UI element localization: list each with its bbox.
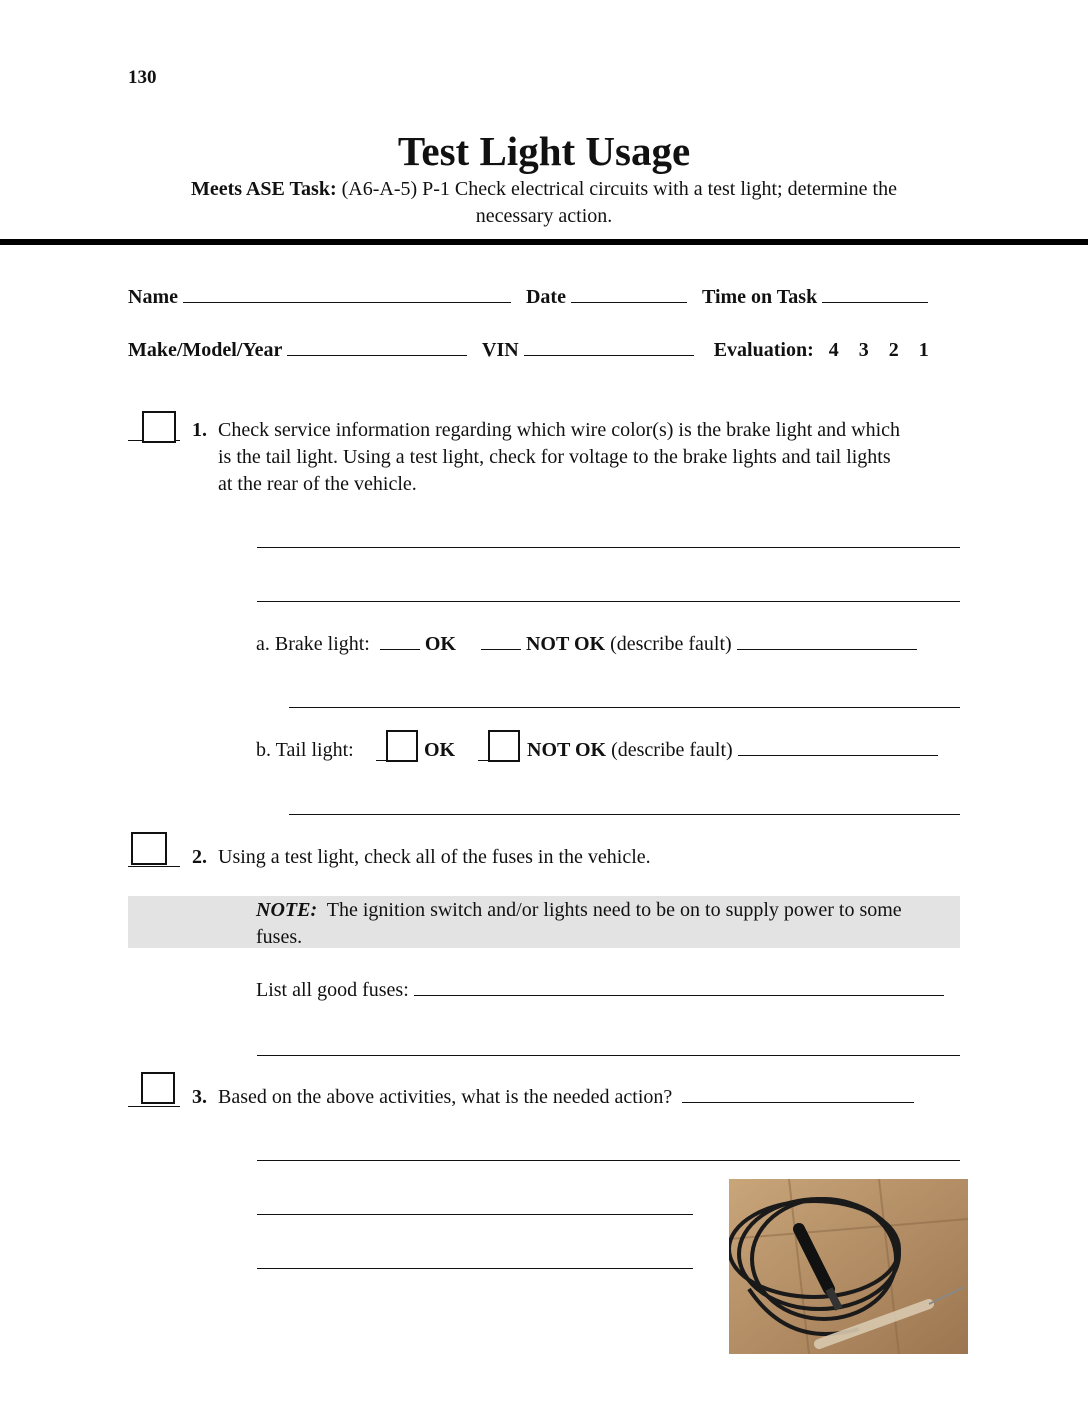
needed-action-field[interactable] [682,1084,914,1103]
make-model-year-field[interactable] [287,337,467,356]
item-2-check-line [128,866,180,867]
note-line-2: fuses. [256,926,303,948]
vin-label: VIN [482,339,519,361]
vin-field[interactable] [524,337,694,356]
brake-fault-field[interactable] [737,631,917,650]
tail-describe-label: (describe fault) [611,739,733,761]
test-light-photo [729,1179,968,1354]
page-title: Test Light Usage [397,128,691,174]
item-1-text-2: is the tail light. Using a test light, check for voltage to the brake lights and tail lights [218,446,891,468]
good-fuses-field[interactable] [414,977,944,996]
note-label: NOTE: [256,899,318,921]
item-1-number: 1. [192,419,207,441]
evaluation-score-2[interactable]: 2 [888,339,899,361]
tail-not-ok-row [527,737,938,764]
ase-task-line [0,176,1088,230]
item-1-checkbox[interactable] [142,411,176,443]
brake-describe-label: (describe fault) [610,633,732,655]
item-1-text-3: at the rear of the vehicle. [218,473,417,495]
item-2-number: 2. [192,846,207,868]
tail-fault-field[interactable] [738,737,938,756]
answer-line[interactable] [257,1214,693,1215]
tail-light-row [256,737,354,764]
answer-line[interactable] [289,707,960,708]
tail-light-label: b. Tail light: [256,739,354,761]
answer-line[interactable] [289,814,960,815]
item-3-number: 3. [192,1086,207,1108]
brake-not-ok-label: NOT OK [525,633,606,655]
brake-ok-label: OK [424,633,456,655]
evaluation-score-4[interactable]: 4 [828,339,839,361]
tail-not-ok-checkbox[interactable] [488,730,520,762]
date-label: Date [525,286,566,308]
item-3-checkbox[interactable] [141,1072,175,1104]
tail-ok-label: OK [424,739,456,761]
brake-light-not-ok-blank[interactable] [481,631,521,650]
item-3-text: Based on the above activities, what is the needed action? [218,1086,673,1108]
answer-line[interactable] [257,1055,960,1056]
header-divider [0,239,1088,245]
page-number: 130 [128,67,157,88]
info-row-1 [128,284,928,311]
item-3-row [218,1084,914,1111]
evaluation-label: Evaluation: [713,339,814,361]
answer-line[interactable] [257,1160,960,1161]
item-3-check-line [128,1106,180,1107]
name-field[interactable] [183,284,511,303]
item-2-text: Using a test light, check all of the fuses in the vehicle. [218,846,651,868]
ase-task-text-2: necessary action. [475,205,613,227]
answer-line[interactable] [257,547,960,548]
evaluation-score-3[interactable]: 3 [858,339,869,361]
ase-task-label: Meets ASE Task: [191,178,337,200]
note-line-1 [256,897,902,924]
make-model-year-label: Make/Model/Year [128,339,283,361]
time-on-task-field[interactable] [822,284,928,303]
evaluation-score-1[interactable]: 1 [918,339,929,361]
brake-light-label: a. Brake light: [256,633,370,655]
good-fuses-row [256,977,944,1004]
good-fuses-label: List all good fuses: [256,979,409,1001]
answer-line[interactable] [257,1268,693,1269]
date-field[interactable] [571,284,687,303]
brake-light-row [256,631,917,658]
tail-not-ok-label: NOT OK [527,739,607,761]
info-row-2 [128,337,929,364]
note-text: The ignition switch and/or lights need to be on to supply power to some [326,899,902,921]
name-label: Name [128,286,178,308]
item-2-checkbox[interactable] [131,832,167,865]
test-light-image [729,1179,968,1354]
tail-ok-checkbox[interactable] [386,730,418,762]
answer-line[interactable] [257,601,960,602]
brake-light-ok-blank[interactable] [380,631,420,650]
time-on-task-label: Time on Task [701,286,818,308]
item-1-text-1: Check service information regarding which wire color(s) is the brake light and which [218,419,901,441]
ase-task-text: (A6-A-5) P-1 Check electrical circuits with a test light; determine the [341,178,897,200]
